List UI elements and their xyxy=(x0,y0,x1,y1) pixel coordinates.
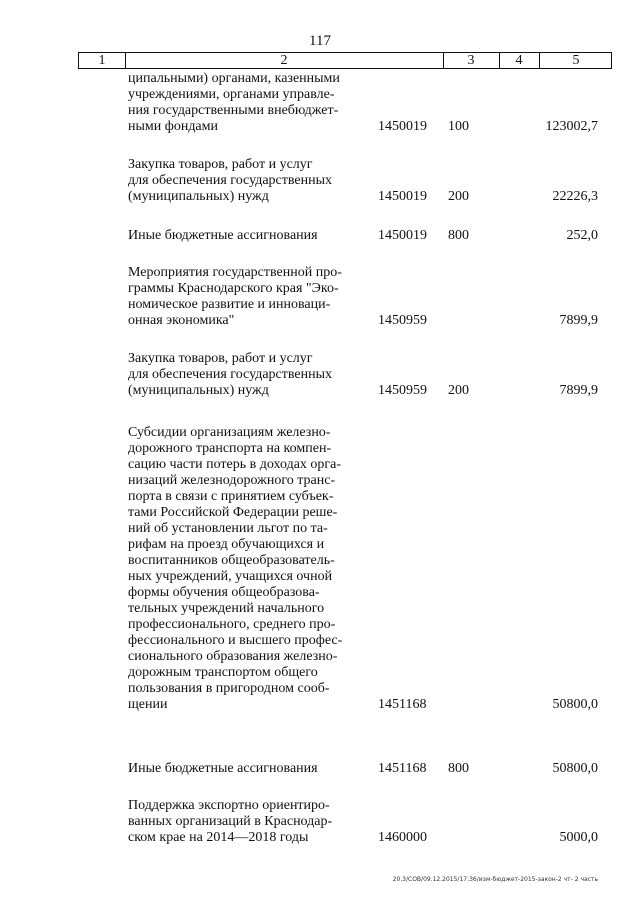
header-col-4: 4 xyxy=(515,53,523,68)
description-line: ципальными) органами, казенными xyxy=(128,71,340,86)
description-line: низаций железнодорожного транс- xyxy=(128,473,336,488)
header-col-5: 5 xyxy=(572,53,580,68)
description-line: фессионального и высшего профес- xyxy=(128,633,343,648)
row-code: 1450019 xyxy=(378,228,427,243)
description-line: дорожного транспорта на компен- xyxy=(128,441,332,456)
description-line: (муниципальных) нужд xyxy=(128,383,269,398)
description-line: Иные бюджетные ассигнования xyxy=(128,761,318,776)
row-description xyxy=(128,157,360,205)
description-line: ния государственными внебюджет- xyxy=(128,103,339,118)
description-line: тельных учреждений начального xyxy=(128,601,325,616)
description-line: профессионального, среднего про- xyxy=(128,617,336,632)
description-line: рифам на проезд обучающихся и xyxy=(128,537,325,552)
description-line: ными фондами xyxy=(128,119,219,134)
footer-stamp: 20.3/СОВ/09.12.2015/17:36/изм-бюджет-2015-закон-2 чт- 2 часть xyxy=(392,876,598,883)
row-amount: 7899,9 xyxy=(559,383,598,398)
row-code: 1451168 xyxy=(378,697,427,712)
description-line: номическое развитие и инноваци- xyxy=(128,297,331,312)
row-amount: 5000,0 xyxy=(559,830,598,845)
description-line: сионального образования железно- xyxy=(128,649,338,664)
row-description xyxy=(128,228,360,244)
row-description xyxy=(128,798,360,846)
row-description xyxy=(128,71,360,135)
description-line: ванных организаций в Краснодар- xyxy=(128,814,333,829)
row-amount: 7899,9 xyxy=(559,313,598,328)
description-line: для обеспечения государственных xyxy=(128,173,332,188)
table-row xyxy=(0,798,640,846)
description-line: ний об установлении льгот по та- xyxy=(128,521,328,536)
row-description xyxy=(128,351,360,399)
description-line: щении xyxy=(128,697,168,712)
row-code: 1450019 xyxy=(378,189,427,204)
description-line: Субсидии организациям железно- xyxy=(128,425,331,440)
table-row xyxy=(0,228,640,244)
header-col-3: 3 xyxy=(467,53,475,68)
row-expense-type: 100 xyxy=(448,119,469,134)
description-line: учреждениями, органами управле- xyxy=(128,87,335,102)
row-code: 1450019 xyxy=(378,119,427,134)
description-line: онная экономика" xyxy=(128,313,235,328)
row-amount: 252,0 xyxy=(566,228,598,243)
description-line: Иные бюджетные ассигнования xyxy=(128,228,318,243)
description-line: (муниципальных) нужд xyxy=(128,189,269,204)
description-line: Мероприятия государственной про- xyxy=(128,265,342,280)
description-line: тами Российской Федерации реше- xyxy=(128,505,338,520)
description-line: ных учреждений, учащихся очной xyxy=(128,569,333,584)
table-header xyxy=(78,52,612,69)
description-line: Закупка товаров, работ и услуг xyxy=(128,351,313,366)
row-expense-type: 800 xyxy=(448,761,469,776)
row-description xyxy=(128,425,360,713)
description-line: Закупка товаров, работ и услуг xyxy=(128,157,313,172)
row-amount: 50800,0 xyxy=(552,697,598,712)
row-expense-type: 200 xyxy=(448,383,469,398)
row-description xyxy=(128,761,360,777)
table-row xyxy=(0,265,640,329)
row-expense-type: 800 xyxy=(448,228,469,243)
description-line: граммы Краснодарского края "Эко- xyxy=(128,281,339,296)
table-row xyxy=(0,71,640,135)
header-col-1: 1 xyxy=(98,53,106,68)
description-line: дорожным транспортом общего xyxy=(128,665,318,680)
row-code: 1450959 xyxy=(378,383,427,398)
description-line: сацию части потерь в доходах орга- xyxy=(128,457,342,472)
row-code: 1450959 xyxy=(378,313,427,328)
table-row xyxy=(0,761,640,777)
table-row xyxy=(0,351,640,399)
row-expense-type: 200 xyxy=(448,189,469,204)
table-row xyxy=(0,157,640,205)
description-line: формы обучения общеобразова- xyxy=(128,585,320,600)
description-line: пользования в пригородном сооб- xyxy=(128,681,330,696)
row-code: 1451168 xyxy=(378,761,427,776)
row-amount: 22226,3 xyxy=(552,189,598,204)
description-line: ском крае на 2014—2018 годы xyxy=(128,830,309,845)
page-number: 117 xyxy=(309,33,331,49)
description-line: порта в связи с принятием субъек- xyxy=(128,489,334,504)
description-line: Поддержка экспортно ориентиро- xyxy=(128,798,330,813)
row-amount: 123002,7 xyxy=(545,119,598,134)
row-code: 1460000 xyxy=(378,830,427,845)
description-line: для обеспечения государственных xyxy=(128,367,332,382)
row-description xyxy=(128,265,360,329)
header-col-2: 2 xyxy=(280,53,288,68)
table-row xyxy=(0,425,640,713)
row-amount: 50800,0 xyxy=(552,761,598,776)
description-line: воспитанников общеобразователь- xyxy=(128,553,335,568)
